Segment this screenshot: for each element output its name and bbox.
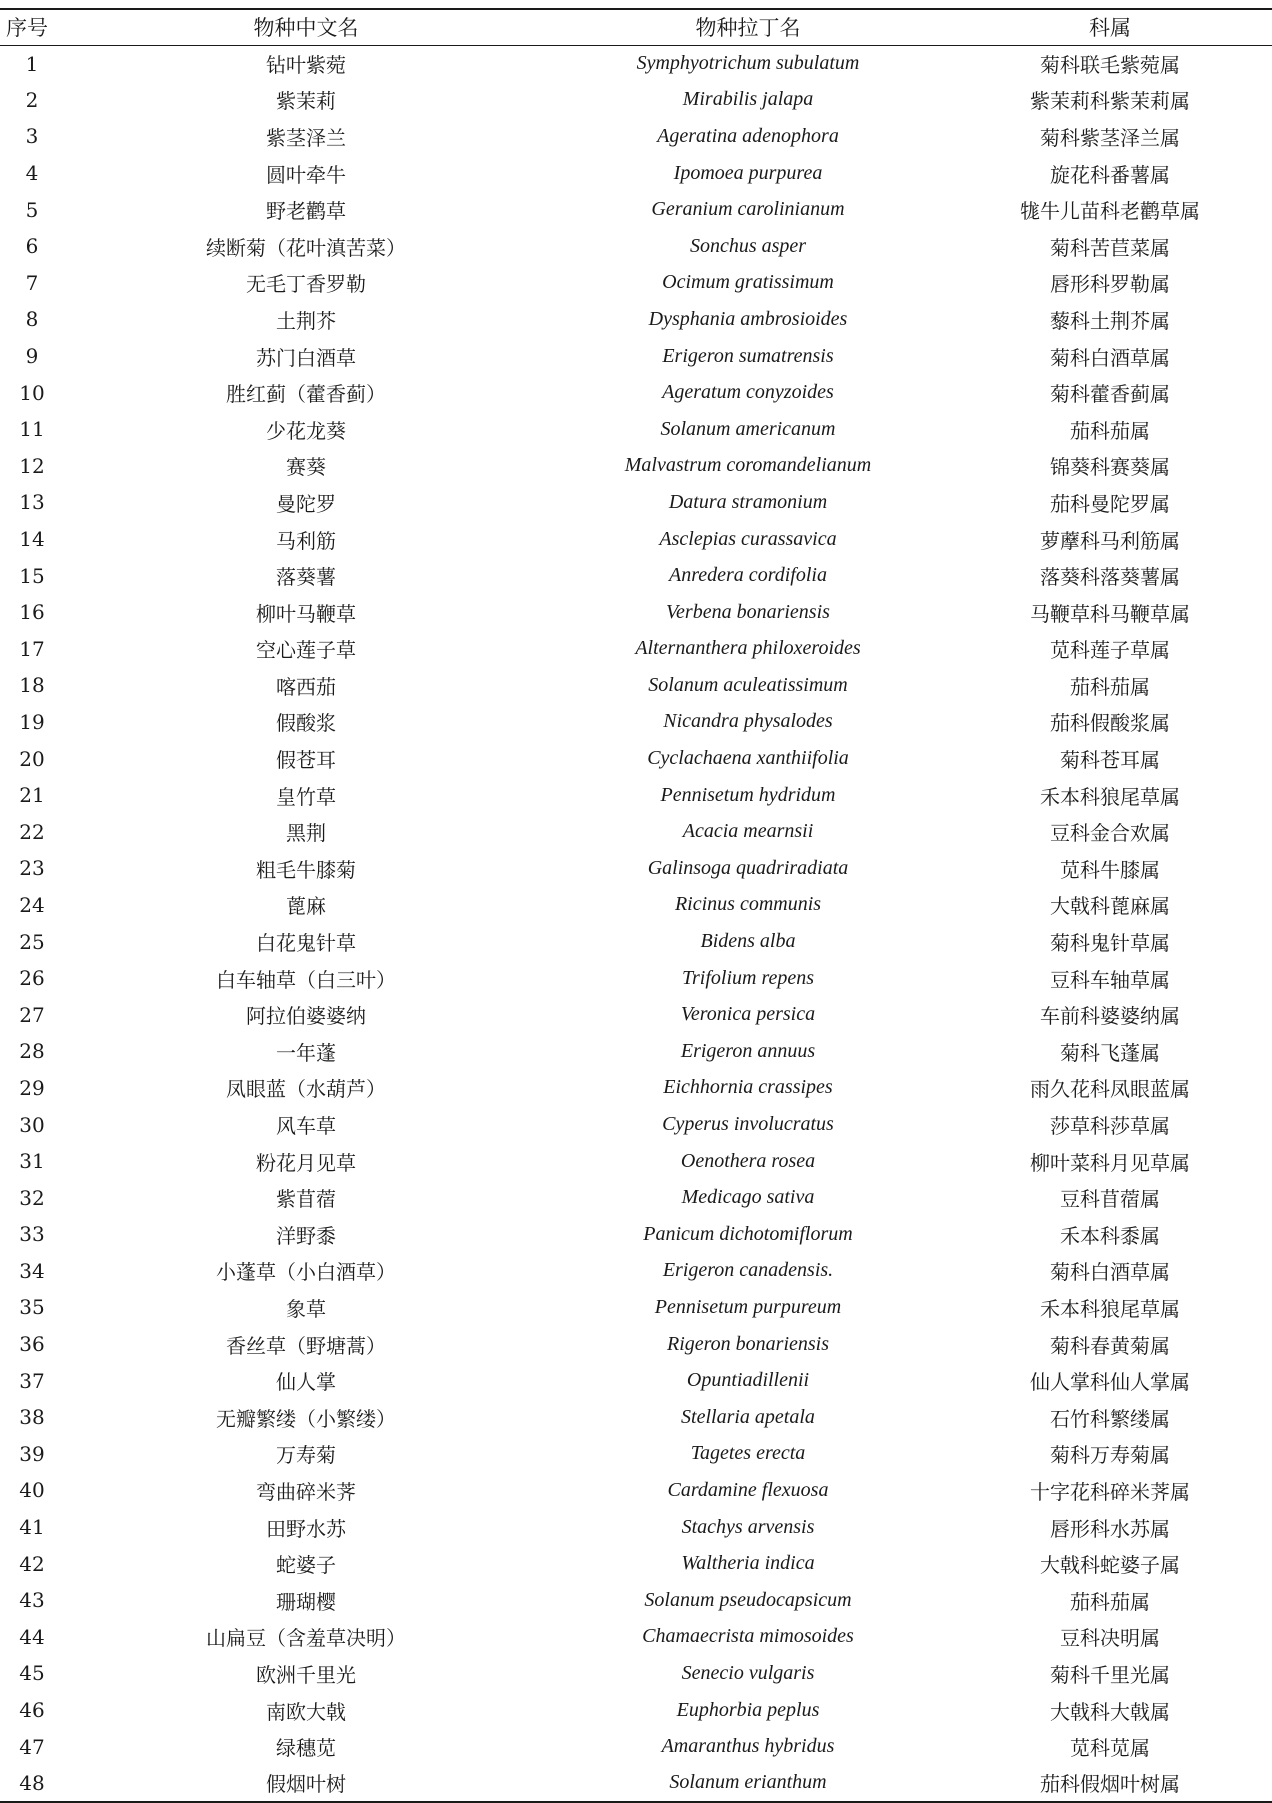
table-row: [0, 1326, 1272, 1363]
cell-latin-name: Eichhornia crassipes: [663, 1076, 833, 1099]
cell-chinese-name: 紫茉莉: [276, 89, 336, 114]
cell-chinese-name: 象草: [286, 1296, 326, 1321]
species-table: [0, 8, 1272, 1803]
table-row: [0, 1033, 1272, 1070]
table-row: [0, 740, 1272, 777]
cell-chinese-name: 皇竹草: [276, 784, 336, 809]
cell-family-genus: 石竹科繁缕属: [1050, 1406, 1170, 1431]
cell-latin-name: Solanum erianthum: [548, 1765, 948, 1802]
cell-chinese-name: 野老鹳草: [266, 199, 346, 224]
table-row: [0, 191, 1272, 228]
cell-family-genus: 菊科联毛紫菀属: [1040, 53, 1180, 78]
species-table-container: [0, 8, 1272, 1803]
table-row: [0, 338, 1272, 375]
cell-serial-number: 27: [19, 1002, 45, 1027]
cell-family-genus: 菊科藿香蓟属: [1050, 382, 1170, 407]
cell-latin-name: Galinsoga quadriradiata: [647, 856, 849, 879]
cell-family-genus: 旋花科番薯属: [1050, 162, 1170, 187]
cell-chinese-name: 空心莲子草: [256, 638, 356, 663]
cell-latin-name: Nicandra physalodes: [663, 710, 833, 733]
cell-latin-name: Trifolium repens: [681, 966, 815, 989]
cell-latin-name: Pennisetum purpureum: [654, 1295, 842, 1318]
cell-family-genus: 十字花科碎米荠属: [1030, 1479, 1190, 1504]
cell-latin-name: Ocimum gratissimum: [662, 271, 834, 294]
cell-chinese-name: 赛葵: [286, 455, 326, 480]
cell-chinese-name: 圆叶牵牛: [266, 162, 346, 187]
cell-latin-name: Bidens alba: [700, 930, 796, 953]
cell-serial-number: 21: [19, 783, 45, 808]
cell-chinese-name: 风车草: [276, 1114, 336, 1139]
table-row: [0, 1728, 1272, 1765]
cell-latin-name: Mirabilis jalapa: [682, 88, 814, 111]
cell-chinese-name: 欧洲千里光: [256, 1662, 356, 1687]
cell-chinese-name: 珊瑚樱: [276, 1589, 336, 1614]
cell-family-genus: 菊科万寿菊属: [1050, 1443, 1170, 1468]
table-row: [0, 996, 1272, 1033]
cell-latin-name: Geranium carolinianum: [651, 198, 845, 221]
cell-latin-name: Acacia mearnsii: [682, 820, 814, 843]
table-row: [0, 228, 1272, 265]
cell-serial-number: 12: [19, 453, 45, 478]
cell-family-genus: 车前科婆婆纳属: [1040, 1004, 1180, 1029]
table-row: [0, 631, 1272, 668]
cell-serial-number: 41: [19, 1515, 45, 1540]
table-row: [0, 45, 1272, 82]
table-row: [0, 594, 1272, 631]
table-row: [0, 1619, 1272, 1656]
cell-chinese-name: 粗毛牛膝菊: [256, 857, 356, 882]
cell-latin-name: Malvastrum coromandelianum: [624, 454, 872, 477]
cell-latin-name: Dysphania ambrosioides: [648, 307, 848, 330]
cell-serial-number: 26: [19, 966, 45, 991]
cell-latin-name: Tagetes erecta: [690, 1442, 806, 1465]
cell-chinese-name: 紫苜蓿: [276, 1187, 336, 1212]
cell-chinese-name: 柳叶马鞭草: [256, 601, 356, 626]
table-row: [0, 1472, 1272, 1509]
cell-serial-number: 22: [19, 819, 45, 844]
table-row: [0, 448, 1272, 485]
table-row: [0, 411, 1272, 448]
cell-serial-number: 31: [19, 1149, 45, 1174]
table-row: [0, 777, 1272, 814]
cell-latin-name: Veronica persica: [680, 1003, 816, 1026]
cell-chinese-name: 落葵薯: [276, 565, 336, 590]
cell-family-genus: 禾本科狼尾草属: [1040, 784, 1180, 809]
cell-family-genus: 仙人掌科仙人掌属: [1030, 1370, 1190, 1395]
cell-family-genus: 莎草科莎草属: [1050, 1114, 1170, 1139]
cell-chinese-name: 一年蓬: [276, 1040, 336, 1065]
table-header: [0, 9, 1272, 45]
cell-latin-name: Pennisetum hydridum: [660, 783, 836, 806]
cell-latin-name: Alternanthera philoxeroides: [635, 637, 861, 660]
cell-latin-name: Ageratina adenophora: [657, 124, 839, 147]
cell-chinese-name: 南欧大戟: [266, 1699, 346, 1724]
cell-chinese-name: 小蓬草（小白酒草）: [216, 1260, 396, 1285]
table-row: [0, 960, 1272, 997]
cell-family-genus: 菊科紫茎泽兰属: [1040, 125, 1180, 150]
cell-family-genus: 禾本科狼尾草属: [1040, 1296, 1180, 1321]
cell-family-genus: 茄科假酸浆属: [1050, 711, 1170, 736]
table-row: [0, 887, 1272, 924]
cell-family-genus: 菊科春黄菊属: [1050, 1333, 1170, 1358]
cell-serial-number: 13: [19, 490, 45, 515]
cell-chinese-name: 山扁豆（含羞草决明）: [206, 1626, 406, 1651]
cell-serial-number: 40: [19, 1478, 45, 1503]
cell-chinese-name: 假苍耳: [276, 748, 336, 773]
cell-serial-number: 9: [25, 344, 39, 369]
cell-family-genus: 萝藦科马利筋属: [1040, 528, 1180, 553]
cell-serial-number: 23: [19, 856, 45, 881]
cell-family-genus: 茄科茄属: [1070, 1589, 1150, 1614]
cell-serial-number: 32: [19, 1185, 45, 1210]
cell-chinese-name: 续断菊（花叶滇苦菜）: [206, 235, 406, 260]
table-row: [0, 1582, 1272, 1619]
cell-serial-number: 4: [25, 161, 39, 186]
cell-family-genus: 紫茉莉科紫茉莉属: [1030, 89, 1190, 114]
cell-family-genus: 菊科飞蓬属: [1060, 1040, 1160, 1065]
cell-serial-number: 34: [19, 1258, 45, 1283]
cell-chinese-name: 曼陀罗: [276, 491, 336, 516]
table-body: [0, 45, 1272, 1802]
cell-latin-name: Ipomoea purpurea: [673, 161, 823, 184]
table-row: [0, 557, 1272, 594]
header-chinese-name: 物种中文名: [64, 9, 548, 45]
cell-chinese-name: 黑荆: [286, 821, 326, 846]
cell-family-genus: 茄科茄属: [1070, 418, 1150, 443]
table-row: [0, 813, 1272, 850]
cell-latin-name: Stachys arvensis: [681, 1515, 815, 1538]
cell-family-genus: 豆科苜蓿属: [1060, 1187, 1160, 1212]
table-row: [0, 1399, 1272, 1436]
cell-chinese-name: 喀西茄: [276, 674, 336, 699]
cell-chinese-name: 胜红蓟（藿香蓟）: [226, 382, 386, 407]
table-row: [0, 1436, 1272, 1473]
cell-latin-name: Asclepias curassavica: [659, 527, 837, 550]
cell-chinese-name: 少花龙葵: [266, 418, 346, 443]
cell-serial-number: 24: [19, 892, 45, 917]
table-row: [0, 1692, 1272, 1729]
cell-serial-number: 38: [19, 1405, 45, 1430]
cell-serial-number: 43: [19, 1588, 45, 1613]
cell-serial-number: 45: [19, 1661, 45, 1686]
table-row: [0, 374, 1272, 411]
table-row: [0, 82, 1272, 119]
cell-serial-number: 16: [19, 600, 45, 625]
cell-family-genus: 唇形科罗勒属: [1050, 272, 1170, 297]
cell-latin-name: Waltheria indica: [681, 1552, 815, 1575]
cell-family-genus: 茄科曼陀罗属: [1050, 491, 1170, 516]
cell-latin-name: Solanum aculeatissimum: [648, 673, 848, 696]
cell-family-genus: 菊科白酒草属: [1050, 345, 1170, 370]
cell-chinese-name: 弯曲碎米荠: [256, 1479, 356, 1504]
cell-latin-name: Ricinus communis: [674, 893, 822, 916]
table-row: [0, 667, 1272, 704]
table-row: [0, 484, 1272, 521]
cell-serial-number: 15: [19, 563, 45, 588]
cell-serial-number: 7: [25, 270, 39, 295]
cell-family-genus: 菊科鬼针草属: [1050, 931, 1170, 956]
cell-latin-name: Cyclachaena xanthiifolia: [647, 747, 849, 770]
cell-chinese-name: 蓖麻: [286, 894, 326, 919]
cell-latin-name: Anredera cordifolia: [669, 564, 827, 587]
cell-chinese-name: 白车轴草（白三叶）: [216, 967, 396, 992]
cell-family-genus: 苋科牛膝属: [1060, 857, 1160, 882]
cell-serial-number: 36: [19, 1332, 45, 1357]
table-row: [0, 1362, 1272, 1399]
table-row: [0, 118, 1272, 155]
cell-latin-name: Chamaecrista mimosoides: [642, 1625, 854, 1648]
cell-family-genus: 茄科假烟叶树属: [948, 1765, 1272, 1802]
cell-latin-name: Euphorbia peplus: [676, 1698, 820, 1721]
header-latin-name: 物种拉丁名: [548, 9, 948, 45]
cell-serial-number: 19: [19, 709, 45, 734]
cell-serial-number: 10: [19, 380, 45, 405]
cell-chinese-name: 白花鬼针草: [256, 931, 356, 956]
cell-family-genus: 豆科决明属: [1060, 1626, 1160, 1651]
cell-family-genus: 大戟科蓖麻属: [1050, 894, 1170, 919]
cell-family-genus: 落葵科落葵薯属: [1040, 565, 1180, 590]
cell-latin-name: Datura stramonium: [668, 490, 828, 513]
cell-family-genus: 菊科苍耳属: [1060, 748, 1160, 773]
cell-latin-name: Oenothera rosea: [680, 1149, 816, 1172]
cell-serial-number: 11: [19, 417, 45, 442]
cell-chinese-name: 假酸浆: [276, 711, 336, 736]
table-row: [0, 155, 1272, 192]
cell-latin-name: Panicum dichotomiflorum: [643, 1222, 853, 1245]
cell-serial-number: 44: [19, 1624, 45, 1649]
header-serial-number: 序号: [0, 9, 64, 45]
cell-chinese-name: 仙人掌: [276, 1370, 336, 1395]
cell-latin-name: Verbena bonariensis: [666, 600, 830, 623]
cell-serial-number: 25: [19, 929, 45, 954]
table-row: [0, 704, 1272, 741]
cell-serial-number: 8: [25, 307, 39, 332]
table-row: [0, 850, 1272, 887]
header-family-genus: 科属: [948, 9, 1272, 45]
cell-serial-number: 47: [19, 1734, 45, 1759]
cell-latin-name: Stellaria apetala: [681, 1405, 815, 1428]
cell-serial-number: 30: [19, 1112, 45, 1137]
cell-chinese-name: 田野水苏: [266, 1516, 346, 1541]
cell-family-genus: 牻牛儿苗科老鹳草属: [1020, 199, 1200, 224]
cell-chinese-name: 苏门白酒草: [256, 345, 356, 370]
cell-latin-name: Sonchus asper: [689, 234, 807, 257]
cell-latin-name: Cyperus involucratus: [662, 1113, 834, 1136]
cell-family-genus: 大戟科蛇婆子属: [1040, 1553, 1180, 1578]
cell-chinese-name: 无毛丁香罗勒: [246, 272, 366, 297]
cell-chinese-name: 蛇婆子: [276, 1553, 336, 1578]
table-row: [0, 1253, 1272, 1290]
cell-serial-number: 2: [25, 87, 39, 112]
cell-family-genus: 禾本科黍属: [1060, 1223, 1160, 1248]
cell-chinese-name: 钻叶紫菀: [266, 53, 346, 78]
cell-serial-number: 48: [0, 1765, 64, 1802]
cell-family-genus: 苋科苋属: [1070, 1736, 1150, 1761]
cell-latin-name: Opuntiadillenii: [686, 1369, 810, 1392]
table-row: [0, 1179, 1272, 1216]
cell-serial-number: 18: [19, 673, 45, 698]
table-row: [0, 1070, 1272, 1107]
cell-chinese-name: 土荆芥: [276, 308, 336, 333]
cell-serial-number: 6: [25, 234, 39, 259]
table-row: [0, 923, 1272, 960]
cell-family-genus: 大戟科大戟属: [1050, 1699, 1170, 1724]
cell-serial-number: 1: [25, 51, 39, 76]
cell-chinese-name: 凤眼蓝（水葫芦）: [226, 1077, 386, 1102]
cell-latin-name: Ageratum conyzoides: [662, 381, 834, 404]
cell-serial-number: 37: [19, 1368, 45, 1393]
table-row: [0, 301, 1272, 338]
cell-family-genus: 茄科茄属: [1070, 674, 1150, 699]
cell-family-genus: 柳叶菜科月见草属: [1030, 1150, 1190, 1175]
cell-family-genus: 苋科莲子草属: [1050, 638, 1170, 663]
table-row: [0, 1143, 1272, 1180]
cell-family-genus: 豆科金合欢属: [1050, 821, 1170, 846]
table-row: [0, 265, 1272, 302]
cell-family-genus: 雨久花科凤眼蓝属: [1030, 1077, 1190, 1102]
cell-chinese-name: 万寿菊: [276, 1443, 336, 1468]
cell-serial-number: 39: [19, 1441, 45, 1466]
cell-latin-name: Amaranthus hybridus: [661, 1735, 835, 1758]
cell-latin-name: Erigeron canadensis.: [662, 1259, 834, 1282]
cell-serial-number: 33: [19, 1222, 45, 1247]
table-row: [0, 1509, 1272, 1546]
cell-serial-number: 3: [25, 124, 39, 149]
cell-family-genus: 马鞭草科马鞭草属: [1030, 601, 1190, 626]
header-row: [0, 9, 1272, 45]
cell-latin-name: Solanum americanum: [660, 417, 836, 440]
cell-chinese-name: 无瓣繁缕（小繁缕）: [216, 1406, 396, 1431]
cell-family-genus: 菊科白酒草属: [1050, 1260, 1170, 1285]
cell-serial-number: 35: [19, 1295, 45, 1320]
cell-family-genus: 锦葵科赛葵属: [1050, 455, 1170, 480]
table-row: [0, 521, 1272, 558]
cell-chinese-name: 绿穗苋: [276, 1736, 336, 1761]
cell-serial-number: 17: [19, 636, 45, 661]
cell-chinese-name: 香丝草（野塘蒿）: [226, 1333, 386, 1358]
cell-family-genus: 菊科千里光属: [1050, 1662, 1170, 1687]
cell-family-genus: 藜科土荆芥属: [1050, 308, 1170, 333]
cell-chinese-name: 马利筋: [276, 528, 336, 553]
cell-latin-name: Medicago sativa: [681, 1186, 815, 1209]
cell-latin-name: Cardamine flexuosa: [667, 1478, 829, 1501]
cell-serial-number: 28: [19, 1039, 45, 1064]
cell-latin-name: Erigeron annuus: [680, 1039, 816, 1062]
cell-latin-name: Solanum pseudocapsicum: [644, 1588, 852, 1611]
table-row: [0, 1655, 1272, 1692]
cell-chinese-name: 洋野黍: [276, 1223, 336, 1248]
cell-latin-name: Senecio vulgaris: [681, 1661, 815, 1684]
cell-latin-name: Erigeron sumatrensis: [662, 344, 834, 367]
cell-chinese-name: 紫茎泽兰: [266, 125, 346, 150]
table-row: [0, 1106, 1272, 1143]
cell-family-genus: 唇形科水苏属: [1050, 1516, 1170, 1541]
table-row: [0, 1216, 1272, 1253]
cell-chinese-name: 粉花月见草: [256, 1150, 356, 1175]
cell-latin-name: Rigeron bonariensis: [666, 1332, 830, 1355]
cell-serial-number: 14: [19, 527, 45, 552]
table-row: [0, 1545, 1272, 1582]
cell-chinese-name: 阿拉伯婆婆纳: [246, 1004, 366, 1029]
cell-serial-number: 42: [19, 1551, 45, 1576]
cell-latin-name: Symphyotrichum subulatum: [636, 52, 860, 75]
table-row: [0, 1289, 1272, 1326]
cell-chinese-name: 假烟叶树: [64, 1765, 548, 1802]
table-row: [0, 1765, 1272, 1802]
cell-serial-number: 20: [19, 746, 45, 771]
cell-serial-number: 29: [19, 1075, 45, 1100]
cell-family-genus: 豆科车轴草属: [1050, 967, 1170, 992]
cell-serial-number: 5: [25, 197, 39, 222]
cell-family-genus: 菊科苦苣菜属: [1050, 235, 1170, 260]
cell-serial-number: 46: [19, 1698, 45, 1723]
